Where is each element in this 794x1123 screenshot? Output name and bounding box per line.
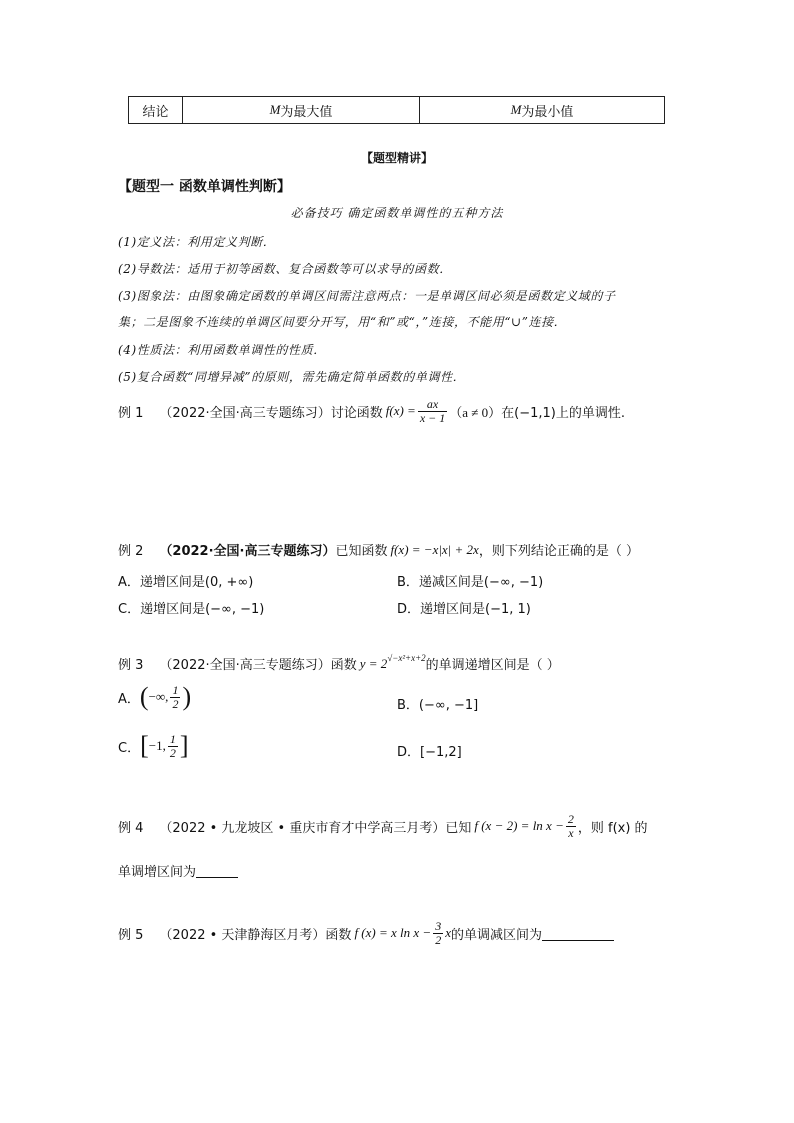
method-3: (3)图象法：由图象确定函数的单调区间需注意两点：一是单调区间必须是函数定义域的子 (118, 289, 616, 303)
formula-base: y = 2 (359, 655, 388, 671)
bracket-left: [ (140, 731, 149, 761)
example-label: 例 2 (118, 544, 144, 559)
example-label: 例 3 (118, 658, 144, 673)
numerator: 1 (169, 732, 176, 746)
option-a (118, 684, 191, 710)
denominator: 2 (435, 932, 442, 947)
option-d: D．[−1,2] (397, 745, 462, 760)
denominator: x − 1 (419, 410, 446, 425)
method-1: (1)定义法：利用定义判断． (118, 235, 276, 249)
bracket-right: ] (179, 731, 189, 761)
option-a: A．递增区间是(0, +∞) (118, 575, 254, 590)
example-label: 例 5 (118, 927, 144, 943)
table-label: 结论 (142, 104, 169, 120)
interval-value: −∞, (148, 689, 169, 705)
formula-lhs: f(x) = (385, 403, 416, 419)
example-source: （2022 • 九龙坡区 • 重庆市育才中学高三月考）已知 (159, 820, 472, 836)
formula-lhs: f (x − 2) = ln x − (474, 818, 564, 834)
method-3-cont: 集；二是图象不连续的单调区间要分开写，用“和”或“，”连接，不能用“∪”连接． (118, 315, 567, 329)
table-min-cell (420, 97, 664, 123)
conclusion-table (128, 96, 665, 124)
option-c: C．递增区间是(−∞, −1) (118, 602, 265, 617)
option-d: D．递增区间是(−1, 1) (397, 602, 531, 617)
method-4: (4)性质法：利用函数单调性的性质． (118, 343, 326, 357)
denominator: 2 (169, 745, 176, 760)
question-tail: 的单调递增区间是（ ） (425, 658, 560, 673)
numerator: 1 (172, 683, 179, 697)
example-4 (118, 813, 648, 839)
numerator: 2 (567, 812, 574, 826)
example-4-line2 (118, 861, 238, 880)
example-3 (118, 654, 560, 673)
formula: f(x) = −x|x| + 2x (390, 541, 479, 557)
method-5: (5)复合函数“同增异减”的原则，需先确定简单函数的单调性． (118, 370, 466, 384)
var-m: M (510, 102, 522, 117)
tip-title: 必备技巧 确定函数单调性的五种方法 (290, 206, 504, 220)
table-max-cell (183, 97, 420, 123)
example-2 (118, 540, 639, 559)
example-5 (118, 920, 614, 946)
example-source: （2022·全国·高三专题练习）讨论函数 (159, 405, 383, 421)
fraction (170, 684, 180, 710)
fraction (433, 920, 443, 946)
var-m: M (269, 102, 281, 117)
example-source: （2022·全国·高三专题练习） (159, 544, 336, 559)
example-label: 例 1 (118, 405, 144, 421)
condition: （a ≠ 0） (449, 404, 502, 420)
option-b: B．递减区间是(−∞, −1) (397, 575, 544, 590)
method-2: (2)导数法：适用于初等函数、复合函数等可以求导的函数． (118, 262, 452, 276)
option-label: A． (118, 691, 140, 707)
example-source: （2022 • 天津静海区月考）函数 (159, 927, 352, 943)
question-tail: 在(−1,1)上的单调性. (501, 405, 626, 421)
bracket-left: ( (139, 682, 149, 712)
fraction (418, 398, 447, 424)
section-title: 【题型精讲】 (360, 151, 433, 165)
table-label-cell (129, 97, 183, 123)
example-source: （2022·全国·高三专题练习）函数 (159, 658, 357, 673)
formula-exponent: √−x²+x+2 (387, 652, 426, 663)
question-stem: 已知函数 (335, 544, 388, 559)
fraction (566, 813, 576, 839)
option-b: B．(−∞, −1] (397, 698, 479, 713)
denominator: 2 (172, 696, 179, 711)
fraction (168, 733, 178, 759)
example-1 (118, 398, 625, 424)
example-label: 例 4 (118, 820, 144, 836)
denominator: x (568, 825, 574, 840)
option-c (118, 733, 189, 759)
answer-blank[interactable] (196, 863, 238, 878)
question-tail: 的单调减区间为 (450, 927, 542, 943)
max-text: 为最大值 (280, 104, 333, 120)
numerator: 3 (435, 919, 442, 933)
question-tail: ，则 f(x) 的 (577, 820, 648, 836)
option-label: C． (118, 740, 141, 756)
bracket-right: ) (182, 682, 192, 712)
type-title: 【题型一 函数单调性判断】 (118, 179, 291, 195)
formula-lhs: f (x) = x ln x − (354, 925, 432, 941)
question-line2: 单调增区间为 (118, 865, 197, 880)
interval-value: −1, (148, 738, 166, 754)
question-stem-tail: ，则下列结论正确的是（ ） (478, 544, 639, 559)
numerator: ax (426, 397, 439, 411)
formula-var: x (445, 925, 451, 941)
answer-blank[interactable] (542, 926, 614, 941)
min-text: 为最小值 (521, 104, 574, 120)
